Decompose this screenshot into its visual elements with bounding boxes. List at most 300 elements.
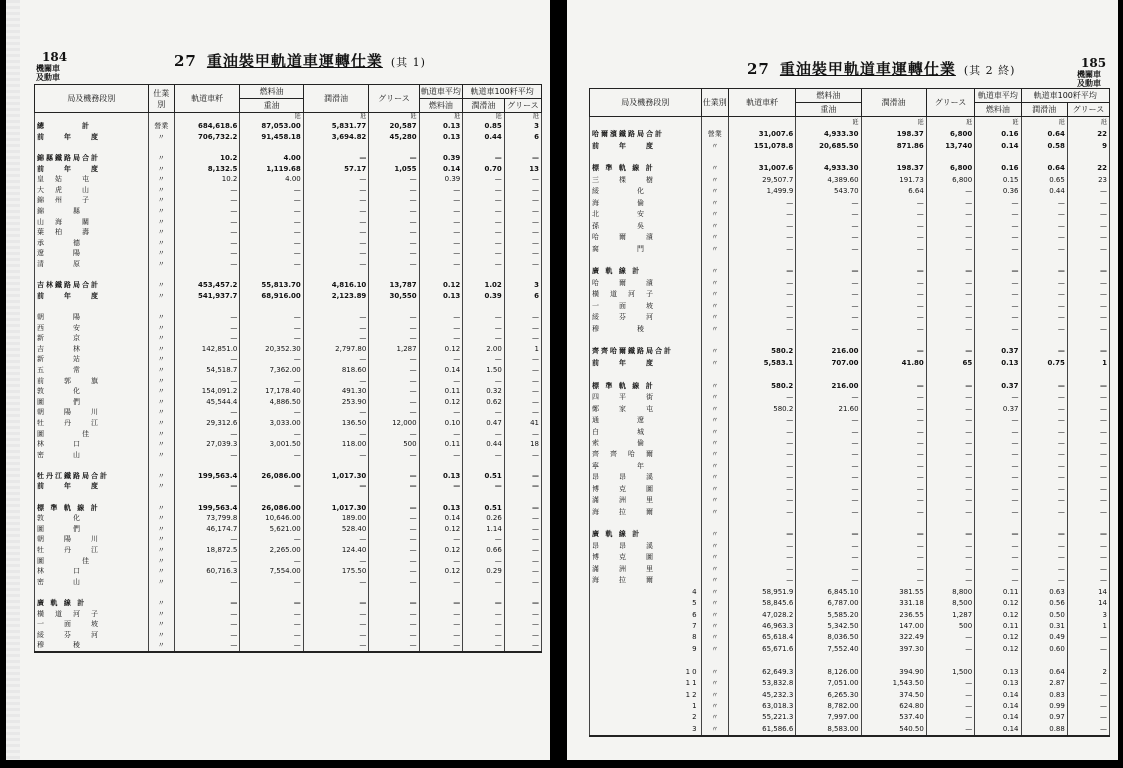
col-header-grease2: グリース xyxy=(504,99,541,113)
unit-cell: 瓩 xyxy=(1021,117,1067,129)
row-value: — xyxy=(975,472,1021,483)
row-value: — xyxy=(369,238,419,249)
row-value: 18,872.5 xyxy=(174,545,240,556)
table-row xyxy=(590,277,1110,288)
row-type xyxy=(148,587,174,598)
row-value: 2 xyxy=(1067,666,1109,677)
row-value: 2,123.89 xyxy=(303,291,369,302)
row-value: — xyxy=(504,354,541,365)
row-value xyxy=(303,492,369,503)
row-value: — xyxy=(796,289,861,300)
row-value: 12,000 xyxy=(369,418,419,429)
row-value: 5,585.20 xyxy=(796,609,861,620)
row-value: — xyxy=(303,449,369,460)
row-value: — xyxy=(1067,289,1109,300)
row-value: 61,586.6 xyxy=(728,723,795,735)
row-value: 65,618.4 xyxy=(728,632,795,643)
row-value: — xyxy=(1067,494,1109,505)
row-value: — xyxy=(1067,460,1109,471)
row-type: 〃 xyxy=(148,619,174,630)
row-value: 199,563.4 xyxy=(174,502,240,513)
unit-cell: 瓩 xyxy=(796,117,861,129)
row-value: — xyxy=(796,197,861,208)
row-value: 0.85 xyxy=(463,121,505,132)
row-label: 三 棵 樹 xyxy=(590,174,702,185)
row-value: — xyxy=(504,566,541,577)
row-value: — xyxy=(796,209,861,220)
row-value: — xyxy=(796,311,861,322)
row-label: 綏 芬 河 xyxy=(35,630,149,641)
row-value: 5,583.1 xyxy=(728,357,795,368)
row-type: 〃 xyxy=(701,460,728,471)
row-value: — xyxy=(1067,392,1109,403)
table-row xyxy=(35,121,542,132)
row-label: 圖 佳 xyxy=(35,555,149,566)
row-type: 〃 xyxy=(148,343,174,354)
row-label: 前 郭 旗 xyxy=(35,375,149,386)
table-row xyxy=(590,700,1110,711)
row-value: — xyxy=(728,266,795,277)
row-value xyxy=(369,269,419,280)
row-value: — xyxy=(1021,483,1067,494)
row-value: — xyxy=(975,277,1021,288)
row-value: — xyxy=(728,243,795,254)
row-value: 0.29 xyxy=(463,566,505,577)
row-value: — xyxy=(796,437,861,448)
row-type xyxy=(148,492,174,503)
row-value: — xyxy=(504,640,541,652)
row-label: 6 xyxy=(590,609,702,620)
row-value: 3 xyxy=(504,280,541,291)
unit-cell: 瓩 xyxy=(975,117,1021,129)
row-value: — xyxy=(1067,380,1109,391)
row-label: 北 安 xyxy=(590,209,702,220)
row-value: — xyxy=(463,555,505,566)
row-value: — xyxy=(504,577,541,588)
table-row xyxy=(590,506,1110,517)
row-value: — xyxy=(861,392,926,403)
row-value: — xyxy=(369,449,419,460)
row-value: 124.40 xyxy=(303,545,369,556)
part-label: (其 1) xyxy=(390,56,426,69)
row-label: 12 xyxy=(590,689,702,700)
row-type: 〃 xyxy=(701,552,728,563)
row-value: — xyxy=(796,243,861,254)
row-value xyxy=(975,517,1021,528)
row-value: — xyxy=(174,354,240,365)
table-row xyxy=(35,195,542,206)
row-value: 331.18 xyxy=(861,597,926,608)
row-label: 前 年 度 xyxy=(35,132,149,143)
col-header-heavy: 重油 xyxy=(240,99,303,113)
row-value: — xyxy=(861,346,926,357)
row-value: — xyxy=(861,209,926,220)
row-label: 海 倫 xyxy=(590,197,702,208)
row-value: — xyxy=(369,248,419,259)
row-value: — xyxy=(796,392,861,403)
row-value: — xyxy=(419,333,463,344)
row-value: — xyxy=(728,300,795,311)
row-value: — xyxy=(975,289,1021,300)
row-type: 〃 xyxy=(148,291,174,302)
row-value: — xyxy=(926,700,974,711)
row-type: 〃 xyxy=(701,494,728,505)
table-row xyxy=(35,354,542,365)
side-label-line: 機關車 xyxy=(1077,69,1101,79)
table-row xyxy=(35,481,542,492)
row-value: — xyxy=(796,529,861,540)
row-value: 0.31 xyxy=(1021,620,1067,631)
row-type: 〃 xyxy=(701,437,728,448)
row-value: 0.64 xyxy=(1021,163,1067,174)
row-value: — xyxy=(1021,243,1067,254)
row-value: 1.50 xyxy=(463,365,505,376)
row-value: — xyxy=(419,259,463,270)
row-value: — xyxy=(796,472,861,483)
row-value xyxy=(1067,254,1109,265)
row-value: 3 xyxy=(1067,609,1109,620)
row-label: 新 站 xyxy=(35,354,149,365)
row-type: 〃 xyxy=(701,563,728,574)
row-value xyxy=(240,301,303,312)
table-row xyxy=(590,334,1110,345)
row-value xyxy=(1067,369,1109,380)
table-row xyxy=(590,723,1110,735)
row-value: — xyxy=(303,640,369,652)
row-type: 〃 xyxy=(701,506,728,517)
row-value: — xyxy=(1021,437,1067,448)
row-value: 26,086.00 xyxy=(240,471,303,482)
row-label: 標 準 軌 線 計 xyxy=(590,380,702,391)
row-value: — xyxy=(728,209,795,220)
table-row xyxy=(35,386,542,397)
row-value: — xyxy=(174,555,240,566)
row-value: — xyxy=(369,206,419,217)
row-value: — xyxy=(1021,323,1067,334)
row-value: — xyxy=(463,407,505,418)
series-number: 27 xyxy=(747,60,770,78)
table-row xyxy=(35,407,542,418)
row-type: 〃 xyxy=(148,259,174,270)
row-type: 〃 xyxy=(148,386,174,397)
row-value xyxy=(504,301,541,312)
row-type: 〃 xyxy=(701,712,728,723)
col-header-lube: 潤滑油 xyxy=(303,85,369,113)
row-value: 175.50 xyxy=(303,566,369,577)
row-value: — xyxy=(1067,677,1109,688)
row-value: — xyxy=(796,540,861,551)
row-value xyxy=(1021,151,1067,162)
row-value: 7,997.00 xyxy=(796,712,861,723)
row-value: — xyxy=(926,220,974,231)
row-value: — xyxy=(463,174,505,185)
row-value: 1,119.68 xyxy=(240,163,303,174)
row-value: 0.83 xyxy=(1021,689,1067,700)
unit-cell: 瓩 xyxy=(240,113,303,122)
row-value xyxy=(1067,655,1109,666)
row-value: — xyxy=(369,524,419,535)
row-type: 〃 xyxy=(148,238,174,249)
row-value: — xyxy=(504,375,541,386)
row-value: — xyxy=(419,238,463,249)
row-value: 13,787 xyxy=(369,280,419,291)
table-row xyxy=(590,163,1110,174)
table-row xyxy=(590,552,1110,563)
row-type: 〃 xyxy=(148,524,174,535)
row-value: — xyxy=(796,449,861,460)
row-value: — xyxy=(303,534,369,545)
row-value: — xyxy=(369,195,419,206)
row-value: — xyxy=(369,555,419,566)
row-label: 大 虎 山 xyxy=(35,185,149,196)
row-value: 0.12 xyxy=(975,597,1021,608)
row-value: 3,033.00 xyxy=(240,418,303,429)
row-value: — xyxy=(504,195,541,206)
row-value: — xyxy=(1067,300,1109,311)
row-value: 253.90 xyxy=(303,396,369,407)
row-value: 65 xyxy=(926,357,974,368)
row-value: 2.87 xyxy=(1021,677,1067,688)
row-type: 〃 xyxy=(701,472,728,483)
page-number: 184 xyxy=(42,50,68,64)
table-row xyxy=(35,333,542,344)
row-value: — xyxy=(975,529,1021,540)
row-value xyxy=(504,492,541,503)
units-row xyxy=(35,113,542,122)
row-value: — xyxy=(303,259,369,270)
row-value: 13,740 xyxy=(926,140,974,151)
col-header-fueloil: 燃料油 xyxy=(975,103,1021,117)
row-value xyxy=(1067,517,1109,528)
row-value: — xyxy=(504,481,541,492)
row-label: 標 準 軌 線 計 xyxy=(35,502,149,513)
table-row xyxy=(35,566,542,577)
row-value: 216.00 xyxy=(796,346,861,357)
row-label: 穆 稜 xyxy=(35,640,149,652)
row-type xyxy=(701,655,728,666)
row-label: 橫 道 河 子 xyxy=(590,289,702,300)
table-row xyxy=(35,598,542,609)
table-row xyxy=(35,492,542,503)
unit-cell: 瓩 xyxy=(419,113,463,122)
row-value: 20,685.50 xyxy=(796,140,861,151)
table-row xyxy=(590,323,1110,334)
row-value: — xyxy=(504,407,541,418)
row-value: — xyxy=(728,563,795,574)
row-value xyxy=(861,655,926,666)
row-value: — xyxy=(419,375,463,386)
row-type: 〃 xyxy=(701,357,728,368)
row-value: 500 xyxy=(926,620,974,631)
row-type: 〃 xyxy=(148,248,174,259)
row-value: — xyxy=(728,231,795,242)
row-value: — xyxy=(975,266,1021,277)
row-value: — xyxy=(1067,266,1109,277)
row-value: 73,799.8 xyxy=(174,513,240,524)
row-value xyxy=(728,517,795,528)
row-value: 21.60 xyxy=(796,403,861,414)
table-row xyxy=(590,712,1110,723)
row-type: 〃 xyxy=(701,209,728,220)
row-value: — xyxy=(174,619,240,630)
row-value: — xyxy=(174,322,240,333)
row-value: — xyxy=(1021,529,1067,540)
table-row xyxy=(590,437,1110,448)
row-value: — xyxy=(926,483,974,494)
row-type: 〃 xyxy=(148,439,174,450)
row-value: 3,694.82 xyxy=(303,132,369,143)
row-value: — xyxy=(926,575,974,586)
table-row xyxy=(35,439,542,450)
row-value: — xyxy=(1067,323,1109,334)
row-value: — xyxy=(1067,197,1109,208)
row-type: 〃 xyxy=(148,185,174,196)
table-row xyxy=(35,153,542,164)
row-label: 遼 陽 xyxy=(35,248,149,259)
table-row xyxy=(590,449,1110,460)
row-value: 0.51 xyxy=(463,471,505,482)
row-value: 0.39 xyxy=(419,174,463,185)
row-value: 322.49 xyxy=(861,632,926,643)
row-label xyxy=(35,492,149,503)
row-value xyxy=(369,142,419,153)
table-row xyxy=(590,460,1110,471)
title-text: 重油裝甲軌道車運轉仕業 xyxy=(779,60,956,78)
table-row xyxy=(35,545,542,556)
row-type xyxy=(701,151,728,162)
row-value: — xyxy=(796,414,861,425)
row-type: 〃 xyxy=(148,365,174,376)
row-label: 前 年 度 xyxy=(590,357,702,368)
row-value: — xyxy=(369,428,419,439)
col-header-section: 局及機務段別 xyxy=(35,85,149,113)
row-value: 0.50 xyxy=(1021,609,1067,620)
row-value: — xyxy=(369,566,419,577)
row-value: 27,039.3 xyxy=(174,439,240,450)
row-value: — xyxy=(861,220,926,231)
row-type: 營業 xyxy=(701,128,728,139)
row-value: — xyxy=(240,185,303,196)
series-number: 27 xyxy=(174,52,197,70)
row-value: — xyxy=(303,322,369,333)
row-value xyxy=(926,655,974,666)
row-value: 374.50 xyxy=(861,689,926,700)
row-value: 397.30 xyxy=(861,643,926,654)
row-label: 滿 洲 里 xyxy=(590,563,702,574)
row-value: — xyxy=(463,248,505,259)
row-value: — xyxy=(174,598,240,609)
row-value: — xyxy=(240,428,303,439)
row-label: 11 xyxy=(590,677,702,688)
row-value: — xyxy=(369,365,419,376)
row-value: 55,813.70 xyxy=(240,280,303,291)
row-label: 鄭 家 屯 xyxy=(590,403,702,414)
row-value: 8,132.5 xyxy=(174,163,240,174)
row-value: — xyxy=(369,640,419,652)
row-value: — xyxy=(861,575,926,586)
row-value: — xyxy=(174,407,240,418)
row-label: 林 口 xyxy=(35,439,149,450)
row-value: 4,816.10 xyxy=(303,280,369,291)
row-value: — xyxy=(174,481,240,492)
row-value: 0.44 xyxy=(463,132,505,143)
row-value: 541,937.7 xyxy=(174,291,240,302)
row-value: — xyxy=(174,577,240,588)
col-header-grease: グリース xyxy=(926,89,974,117)
row-value: — xyxy=(1067,231,1109,242)
unit-cell xyxy=(701,117,728,129)
row-value: 871.86 xyxy=(861,140,926,151)
row-value: 0.37 xyxy=(975,380,1021,391)
row-type: 〃 xyxy=(148,354,174,365)
row-value: — xyxy=(861,506,926,517)
row-value: 46,963.3 xyxy=(728,620,795,631)
table-row xyxy=(35,163,542,174)
row-value xyxy=(463,587,505,598)
row-type: 〃 xyxy=(148,566,174,577)
row-value: — xyxy=(728,529,795,540)
row-value: — xyxy=(1021,540,1067,551)
row-value: — xyxy=(1021,575,1067,586)
row-value: — xyxy=(463,375,505,386)
table-row xyxy=(35,248,542,259)
row-type xyxy=(701,254,728,265)
row-value: — xyxy=(419,577,463,588)
row-label: 哈 爾 濱 xyxy=(590,231,702,242)
col-header-section: 局及機務段別 xyxy=(590,89,702,117)
row-label xyxy=(590,517,702,528)
row-value: — xyxy=(369,545,419,556)
row-value: — xyxy=(926,346,974,357)
row-value xyxy=(369,492,419,503)
row-value xyxy=(240,142,303,153)
row-value xyxy=(463,142,505,153)
row-value xyxy=(926,151,974,162)
row-value: 500 xyxy=(369,439,419,450)
row-value: 0.13 xyxy=(975,666,1021,677)
row-value: — xyxy=(1021,472,1067,483)
row-value: 0.11 xyxy=(419,439,463,450)
row-value: 0.13 xyxy=(975,357,1021,368)
row-label: 前 年 度 xyxy=(35,291,149,302)
data-table xyxy=(589,88,1110,737)
table-row xyxy=(590,128,1110,139)
row-value xyxy=(861,151,926,162)
row-value xyxy=(1021,655,1067,666)
row-value: — xyxy=(240,227,303,238)
row-value: — xyxy=(1021,403,1067,414)
row-value: — xyxy=(369,534,419,545)
row-value: 0.88 xyxy=(1021,723,1067,735)
row-value: 68,916.00 xyxy=(240,291,303,302)
row-value: — xyxy=(796,575,861,586)
row-value: — xyxy=(463,577,505,588)
row-label: 10 xyxy=(590,666,702,677)
row-value: — xyxy=(504,174,541,185)
row-value: 10.2 xyxy=(174,153,240,164)
row-value: 0.13 xyxy=(419,502,463,513)
row-value: — xyxy=(975,220,1021,231)
row-type: 〃 xyxy=(148,428,174,439)
row-value: — xyxy=(463,640,505,652)
row-value: 30,550 xyxy=(369,291,419,302)
row-value: — xyxy=(728,460,795,471)
row-value: — xyxy=(303,216,369,227)
row-value: — xyxy=(463,195,505,206)
row-value: — xyxy=(463,598,505,609)
row-value: — xyxy=(926,460,974,471)
row-value: — xyxy=(1067,209,1109,220)
